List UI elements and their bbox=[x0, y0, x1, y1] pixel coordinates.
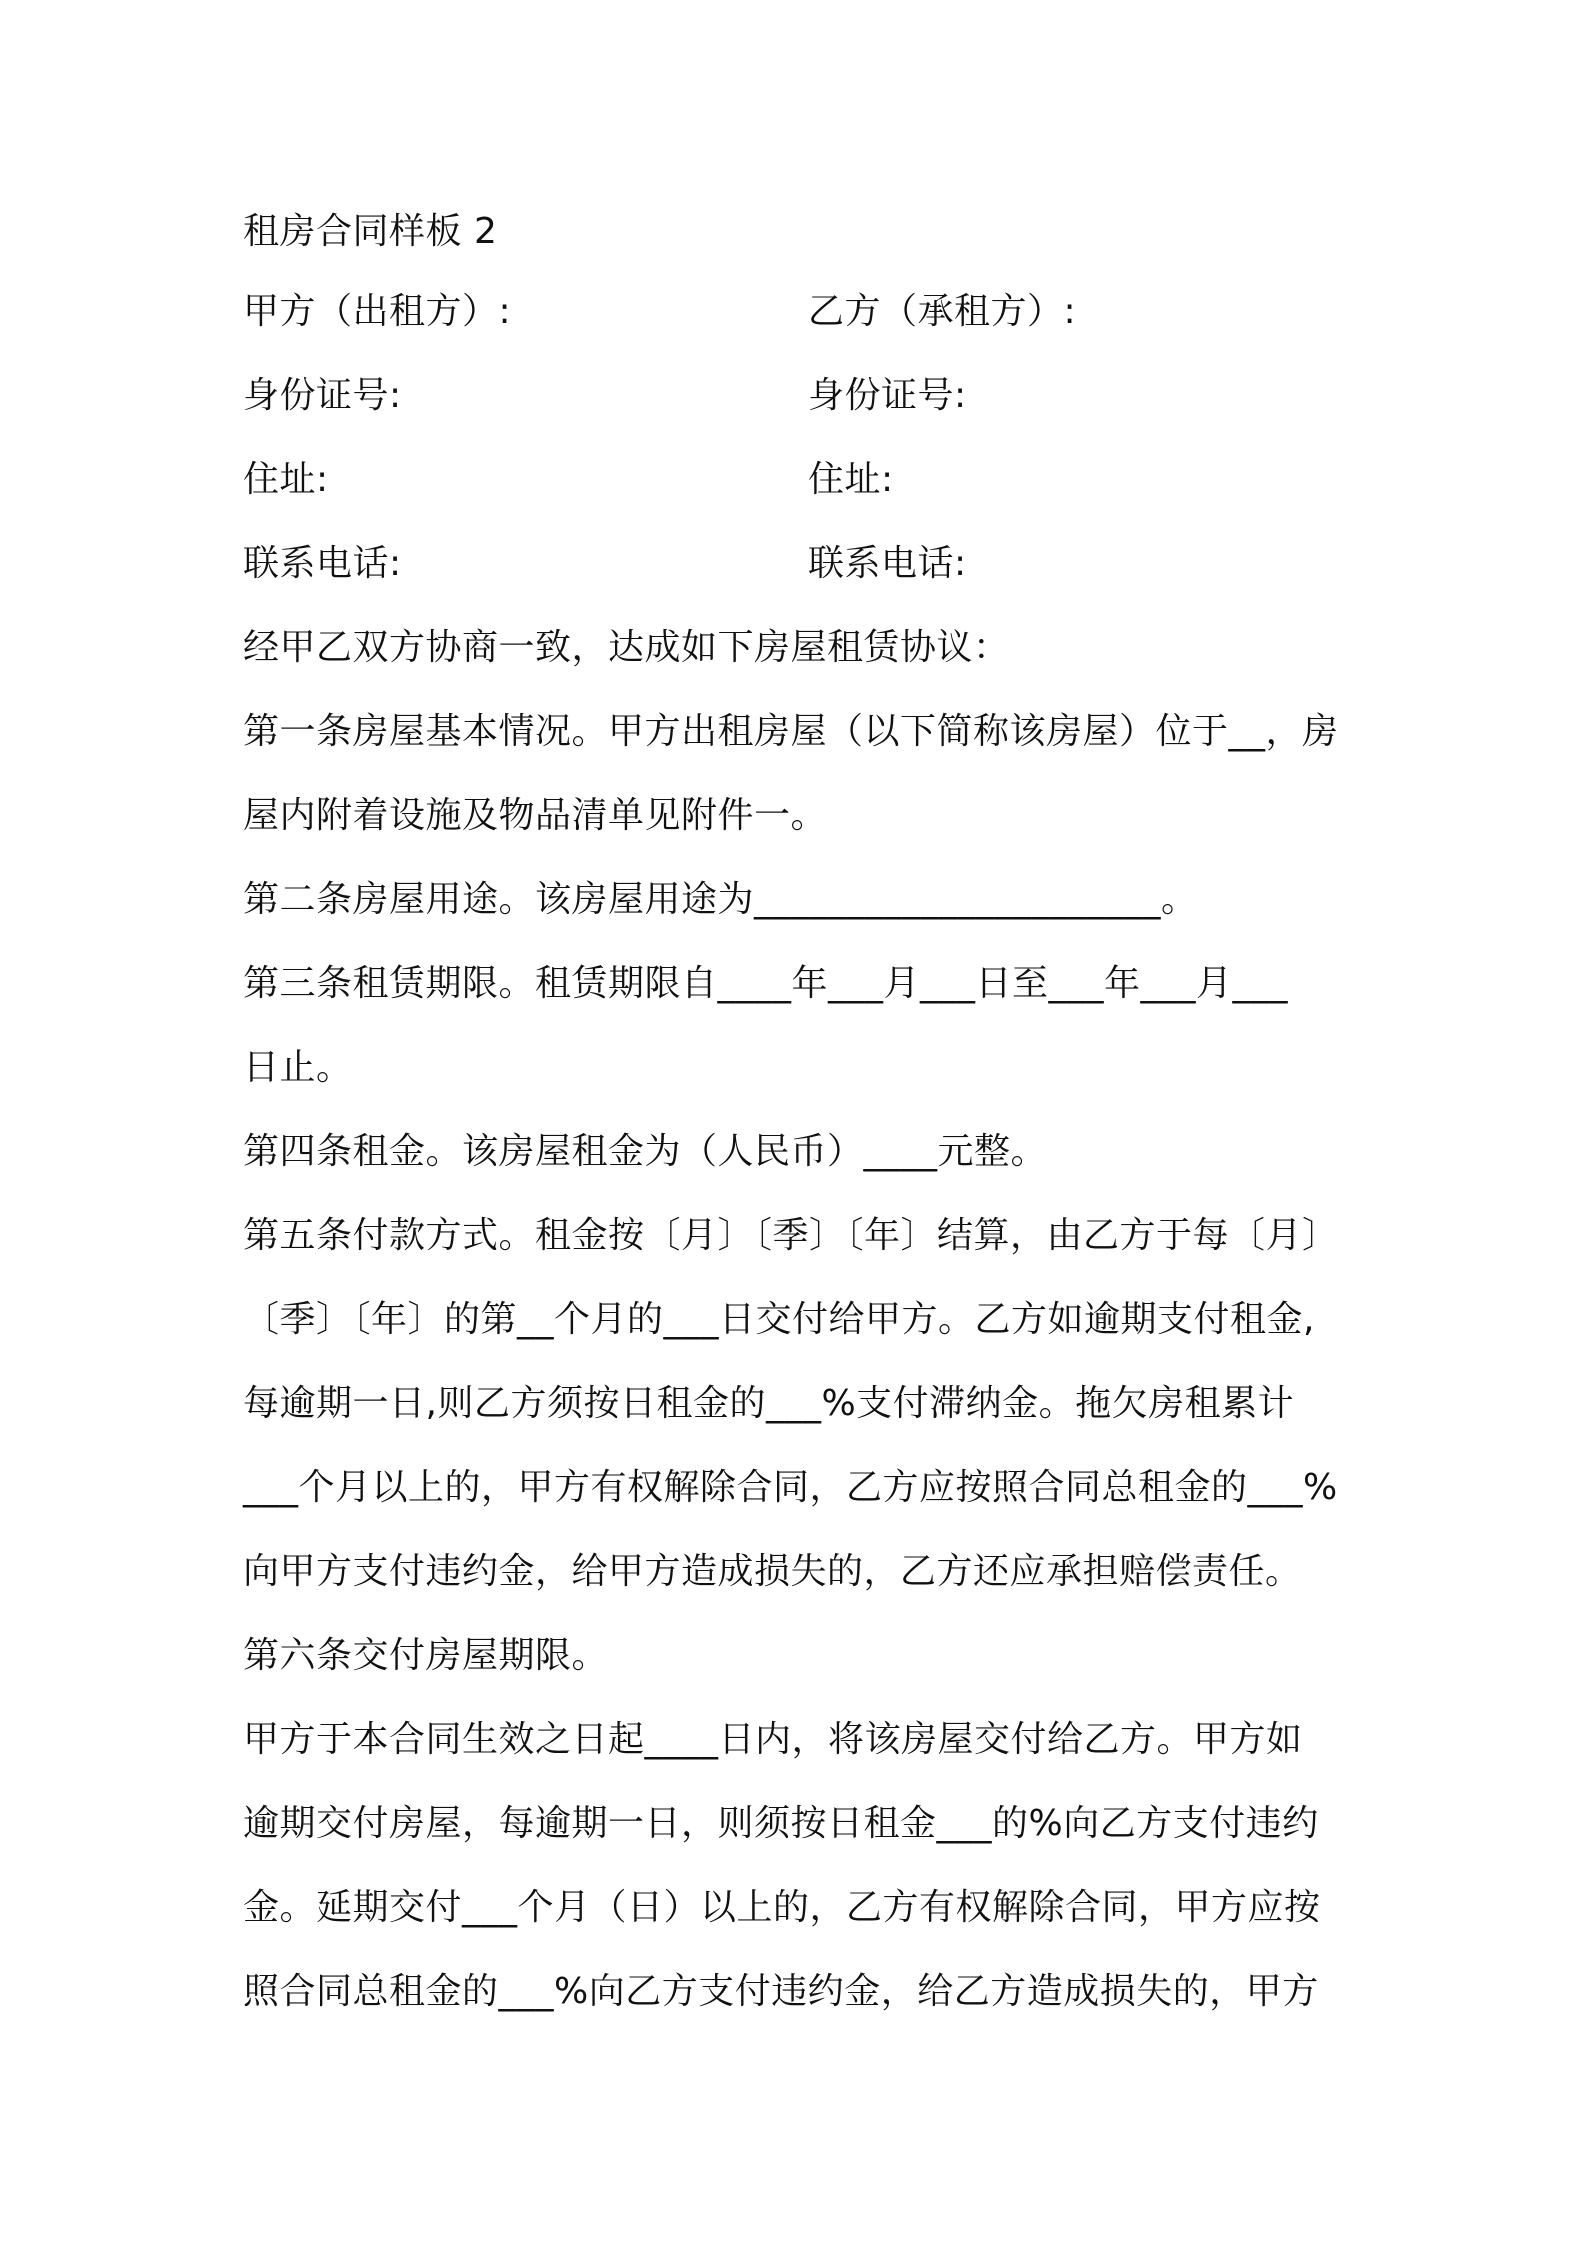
article-6-line-1: 甲方于本合同生效之日起____日内，将该房屋交付给乙方。甲方如 bbox=[243, 1719, 1303, 1760]
article-4-line: 第四条租金。该房屋租金为（人民币）____元整。 bbox=[243, 1131, 1048, 1172]
party-a-address-label: 住址: bbox=[243, 459, 329, 500]
article-5-line-3: 每逾期一日,则乙方须按日租金的___%支付滞纳金。拖欠房租累计 bbox=[243, 1383, 1295, 1424]
article-6-line-2: 逾期交付房屋，每逾期一日，则须按日租金___的%向乙方支付违约 bbox=[243, 1803, 1319, 1844]
article-6-heading: 第六条交付房屋期限。 bbox=[243, 1635, 609, 1676]
article-5-line-4: ___个月以上的，甲方有权解除合同，乙方应按照合同总租金的___% bbox=[243, 1467, 1338, 1508]
article-1-line-2: 屋内附着设施及物品清单见附件一。 bbox=[243, 795, 828, 836]
party-b-id-label: 身份证号: bbox=[808, 375, 967, 416]
party-a-id-label: 身份证号: bbox=[243, 375, 402, 416]
article-5-line-1: 第五条付款方式。租金按〔月〕〔季〕〔年〕结算，由乙方于每〔月〕 bbox=[243, 1215, 1339, 1256]
document-title: 租房合同样板 2 bbox=[243, 211, 498, 252]
party-b-label: 乙方（承租方）: bbox=[808, 291, 1077, 332]
party-b-phone-label: 联系电话: bbox=[808, 543, 967, 584]
party-a-label: 甲方（出租方）: bbox=[243, 291, 512, 332]
article-1-line-1: 第一条房屋基本情况。甲方出租房屋（以下简称该房屋）位于__，房 bbox=[243, 711, 1339, 752]
article-2-line: 第二条房屋用途。该房屋用途为______________________。 bbox=[243, 879, 1198, 920]
article-3-line-2: 日止。 bbox=[243, 1047, 353, 1088]
article-6-line-3: 金。延期交付___个月（日）以上的，乙方有权解除合同，甲方应按 bbox=[243, 1887, 1321, 1928]
article-3-line-1: 第三条租赁期限。租赁期限自____年___月___日至___年___月___ bbox=[243, 963, 1289, 1004]
party-b-address-label: 住址: bbox=[808, 459, 894, 500]
article-5-line-2: 〔季〕〔年〕的第__个月的___日交付给甲方。乙方如逾期支付租金, bbox=[243, 1299, 1315, 1340]
agreement-intro: 经甲乙双方协商一致，达成如下房屋租赁协议： bbox=[243, 627, 1010, 668]
article-6-line-4: 照合同总租金的___%向乙方支付违约金，给乙方造成损失的，甲方 bbox=[243, 1971, 1319, 2012]
article-5-line-5: 向甲方支付违约金，给甲方造成损失的，乙方还应承担赔偿责任。 bbox=[243, 1551, 1302, 1592]
party-a-phone-label: 联系电话: bbox=[243, 543, 402, 584]
